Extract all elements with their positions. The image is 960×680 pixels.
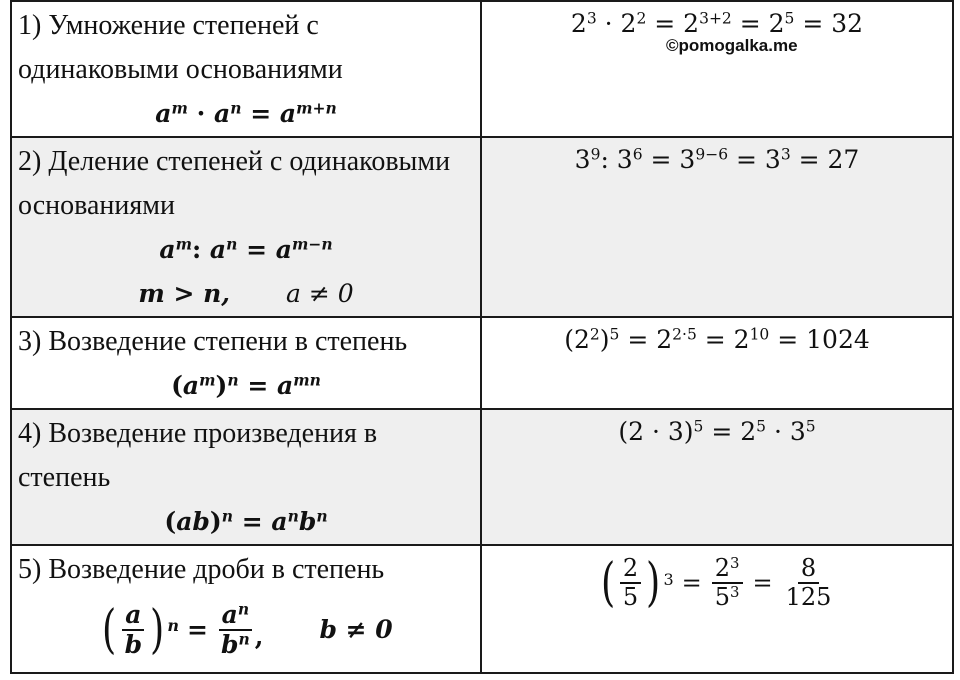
table-row bbox=[11, 409, 953, 545]
example-cell bbox=[481, 317, 953, 409]
rule-cell bbox=[11, 317, 481, 409]
condition-left: m > n, bbox=[138, 279, 231, 308]
example-cell bbox=[481, 137, 953, 317]
condition: b ≠ 0 bbox=[319, 615, 393, 645]
table-row bbox=[11, 545, 953, 673]
example-cell bbox=[481, 1, 953, 137]
rule-title: 1) Умножение степеней с одинаковыми основаниями bbox=[18, 10, 343, 85]
example-formula: $2^3 \cdot 2^2 = 2^{3+2} = 2^5 = 32$ bbox=[570, 9, 864, 38]
example-cell bbox=[481, 545, 953, 673]
rule-cell bbox=[11, 137, 481, 317]
table-row bbox=[11, 137, 953, 317]
watermark: ©pomogalka.me bbox=[666, 36, 798, 55]
rule-formula: $(ab)^n = a^nb^n$ bbox=[164, 506, 328, 536]
rule-formula: ( $\frac{a}{b}$ ) n = $\frac{a^n}{b^n}$ , b ≠ 0 bbox=[102, 599, 393, 661]
example-formula: $(2^2)^5 = 2^{2\cdot 5} = 2^{10} = 1024$ bbox=[564, 325, 870, 354]
rule-title: 4) Возведение произведения в степень bbox=[18, 418, 378, 493]
rule-formula: $a^m \cdot a^n = a^{m+n}$ bbox=[155, 98, 337, 128]
example-formula: $3^9$: $3^6 = 3^{9-6} = 3^3 = 27$ bbox=[574, 145, 860, 174]
rule-formula: $(a^m)^n = a^{mn}$ bbox=[171, 370, 321, 400]
rule-title: 2) Деление степеней с одинаковыми основаниями bbox=[18, 146, 451, 221]
rule-title: 3) Возведение степени в степень bbox=[18, 326, 408, 357]
condition-right: a ≠ 0 bbox=[286, 279, 354, 308]
table-row bbox=[11, 317, 953, 409]
rule-cell bbox=[11, 1, 481, 137]
powers-rules-table bbox=[10, 0, 954, 674]
table-row bbox=[11, 1, 953, 137]
example-formula: ( $\frac{2}{5}$ ) 3 = $\frac{2^3}{5^3}$ = $\frac{8}{125}$ bbox=[600, 553, 832, 614]
example-cell bbox=[481, 409, 953, 545]
rule-cell bbox=[11, 409, 481, 545]
rule-title: 5) Возведение дроби в степень bbox=[18, 554, 385, 585]
rule-cell bbox=[11, 545, 481, 673]
rule-condition bbox=[20, 272, 472, 316]
example-formula: $(2 \cdot 3)^5 = 2^5 \cdot 3^5$ bbox=[618, 417, 816, 446]
rule-formula: $a^m$: $a^n = a^{m-n}$ bbox=[159, 234, 333, 264]
